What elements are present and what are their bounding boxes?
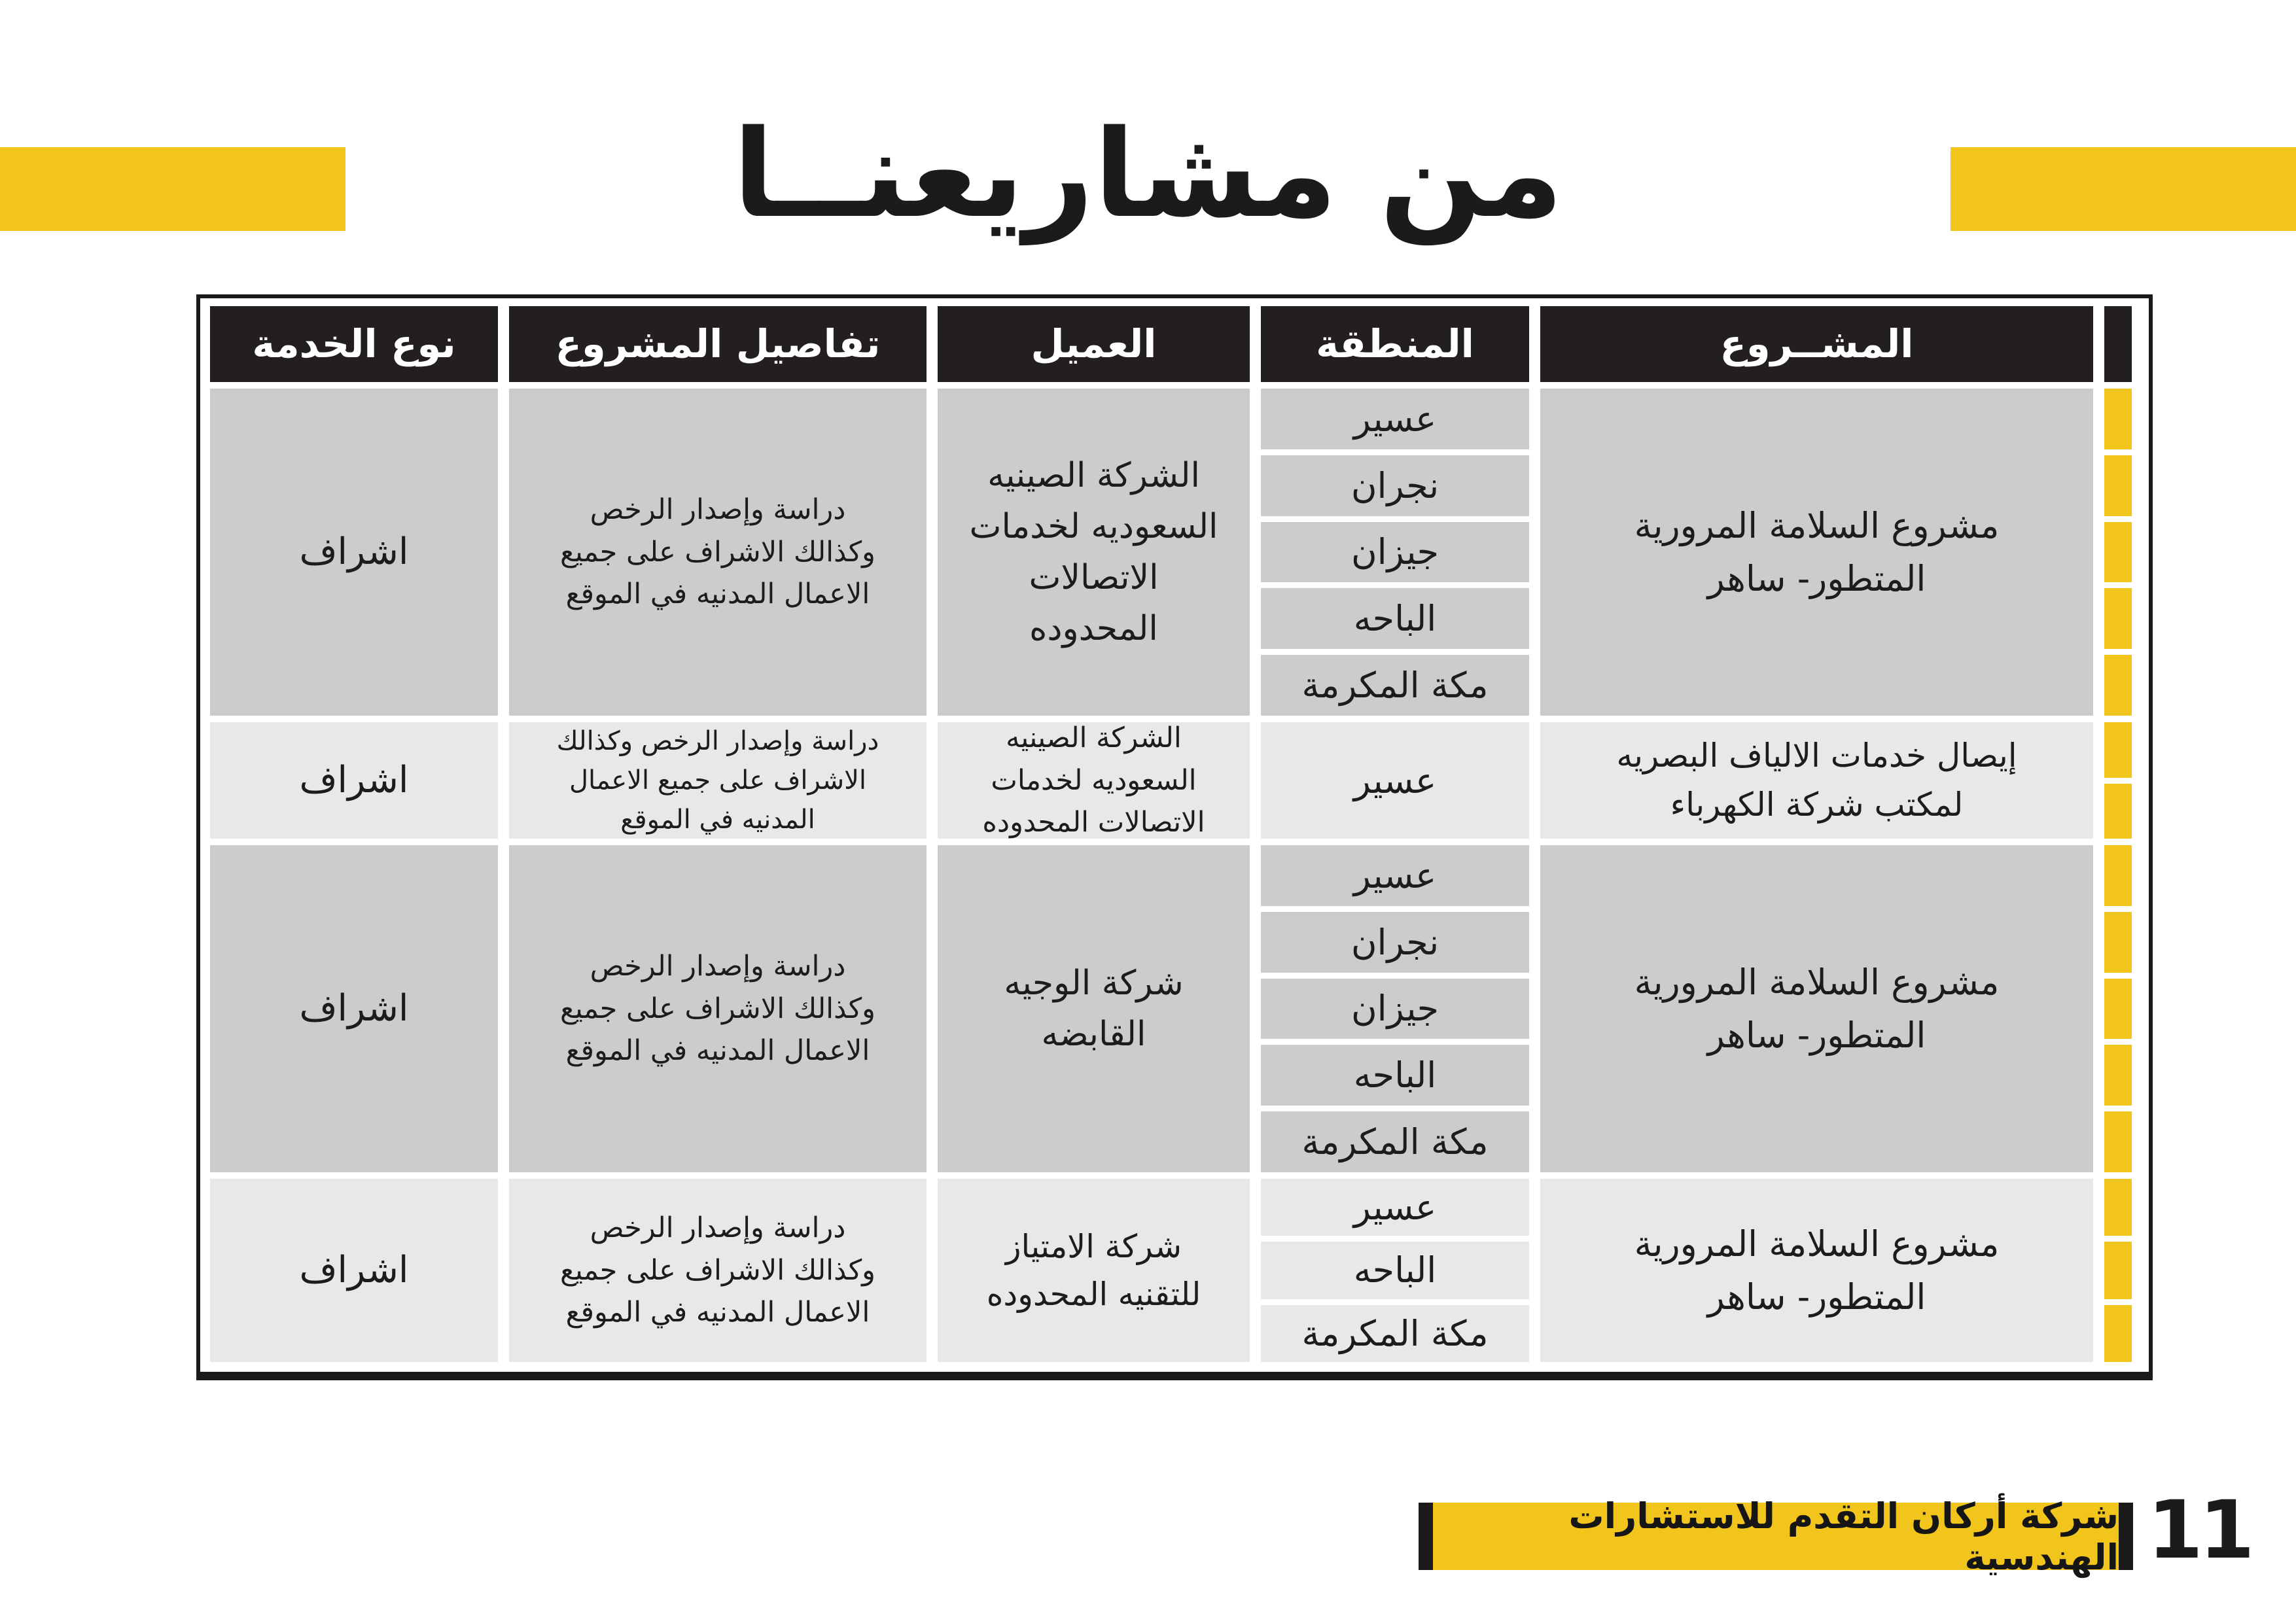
region-cell: مكة المكرمة bbox=[1261, 655, 1529, 716]
service-cell: اشراف bbox=[210, 389, 498, 716]
details-cell: دراسة وإصدار الرخص وكذالك الاشراف على جميع الاعمال المدنيه في الموقع bbox=[509, 389, 927, 716]
accent-square bbox=[2104, 389, 2132, 449]
row-accent-strip bbox=[2104, 845, 2132, 1172]
project-cell: إيصال خدمات الالياف البصريه لمكتب شركة الكهرباء bbox=[1540, 722, 2093, 839]
region-cell: عسير bbox=[1261, 722, 1529, 839]
region-cell: عسير bbox=[1261, 1179, 1529, 1236]
region-cell: عسير bbox=[1261, 389, 1529, 449]
table-row-group bbox=[210, 845, 2132, 1172]
region-cell: الباحه bbox=[1261, 588, 1529, 649]
table-row-group bbox=[210, 1179, 2132, 1362]
accent-square bbox=[2104, 912, 2132, 973]
region-column bbox=[1261, 1179, 1529, 1362]
service-cell: اشراف bbox=[210, 1179, 498, 1362]
header-client: العميل bbox=[938, 306, 1250, 382]
table-header-row bbox=[210, 306, 2132, 382]
accent-square bbox=[2104, 722, 2132, 778]
title-accent-bar-left bbox=[0, 147, 345, 231]
region-cell: نجران bbox=[1261, 455, 1529, 516]
region-cell: نجران bbox=[1261, 912, 1529, 973]
region-column bbox=[1261, 845, 1529, 1172]
header-project: المشــروع bbox=[1540, 306, 2093, 382]
region-column bbox=[1261, 722, 1529, 839]
accent-square bbox=[2104, 522, 2132, 583]
region-cell: مكة المكرمة bbox=[1261, 1111, 1529, 1172]
footer-company-bar bbox=[1419, 1495, 2133, 1578]
header-region: المنطقة bbox=[1261, 306, 1529, 382]
page-title: من مشاريعنــا bbox=[732, 103, 1564, 245]
header-accent-strip bbox=[2104, 306, 2132, 382]
accent-square bbox=[2104, 784, 2132, 839]
table-row-group bbox=[210, 389, 2132, 716]
accent-square bbox=[2104, 1242, 2132, 1299]
row-accent-strip bbox=[2104, 1179, 2132, 1362]
title-accent-bar-right bbox=[1951, 147, 2296, 231]
projects-table bbox=[196, 294, 2153, 1380]
accent-square bbox=[2104, 1045, 2132, 1106]
row-accent-strip bbox=[2104, 389, 2132, 716]
header-service: نوع الخدمة bbox=[210, 306, 498, 382]
accent-square bbox=[2104, 845, 2132, 906]
details-cell: دراسة وإصدار الرخص وكذالك الاشراف على جميع الاعمال المدنيه في الموقع bbox=[509, 1179, 927, 1362]
region-column bbox=[1261, 389, 1529, 716]
region-cell: جيزان bbox=[1261, 979, 1529, 1039]
accent-square bbox=[2104, 655, 2132, 716]
accent-square bbox=[2104, 979, 2132, 1039]
region-cell: عسير bbox=[1261, 845, 1529, 906]
accent-square bbox=[2104, 588, 2132, 649]
footer-company-name: شركة أركان التقدم للاستشارات الهندسية bbox=[1568, 1495, 2119, 1578]
table-row-group bbox=[210, 722, 2132, 839]
accent-square bbox=[2104, 1179, 2132, 1236]
client-cell: الشركة الصينيه السعوديه لخدمات الاتصالات المحدوده bbox=[938, 389, 1250, 716]
header-details: تفاصيل المشروع bbox=[509, 306, 927, 382]
details-cell: دراسة وإصدار الرخص وكذالك الاشراف على جميع الاعمال المدنيه في الموقع bbox=[509, 845, 927, 1172]
region-cell: جيزان bbox=[1261, 522, 1529, 583]
details-cell: دراسة وإصدار الرخص وكذالك الاشراف على جميع الاعمال المدنيه في الموقع bbox=[509, 722, 927, 839]
client-cell: شركة الوجيه القابضه bbox=[938, 845, 1250, 1172]
accent-square bbox=[2104, 1111, 2132, 1172]
service-cell: اشراف bbox=[210, 845, 498, 1172]
region-cell: مكة المكرمة bbox=[1261, 1305, 1529, 1362]
region-cell: الباحه bbox=[1261, 1242, 1529, 1299]
client-cell: الشركة الصينيه السعوديه لخدمات الاتصالات المحدوده bbox=[938, 722, 1250, 839]
client-cell: شركة الامتياز للتقنيه المحدوده bbox=[938, 1179, 1250, 1362]
accent-square bbox=[2104, 1305, 2132, 1362]
region-cell: الباحه bbox=[1261, 1045, 1529, 1106]
accent-square bbox=[2104, 455, 2132, 516]
page-number: 11 bbox=[2147, 1484, 2251, 1577]
service-cell: اشراف bbox=[210, 722, 498, 839]
project-cell: مشروع السلامة المرورية المتطور- ساهر bbox=[1540, 845, 2093, 1172]
project-cell: مشروع السلامة المرورية المتطور- ساهر bbox=[1540, 1179, 2093, 1362]
project-cell: مشروع السلامة المرورية المتطور- ساهر bbox=[1540, 389, 2093, 716]
row-accent-strip bbox=[2104, 722, 2132, 839]
